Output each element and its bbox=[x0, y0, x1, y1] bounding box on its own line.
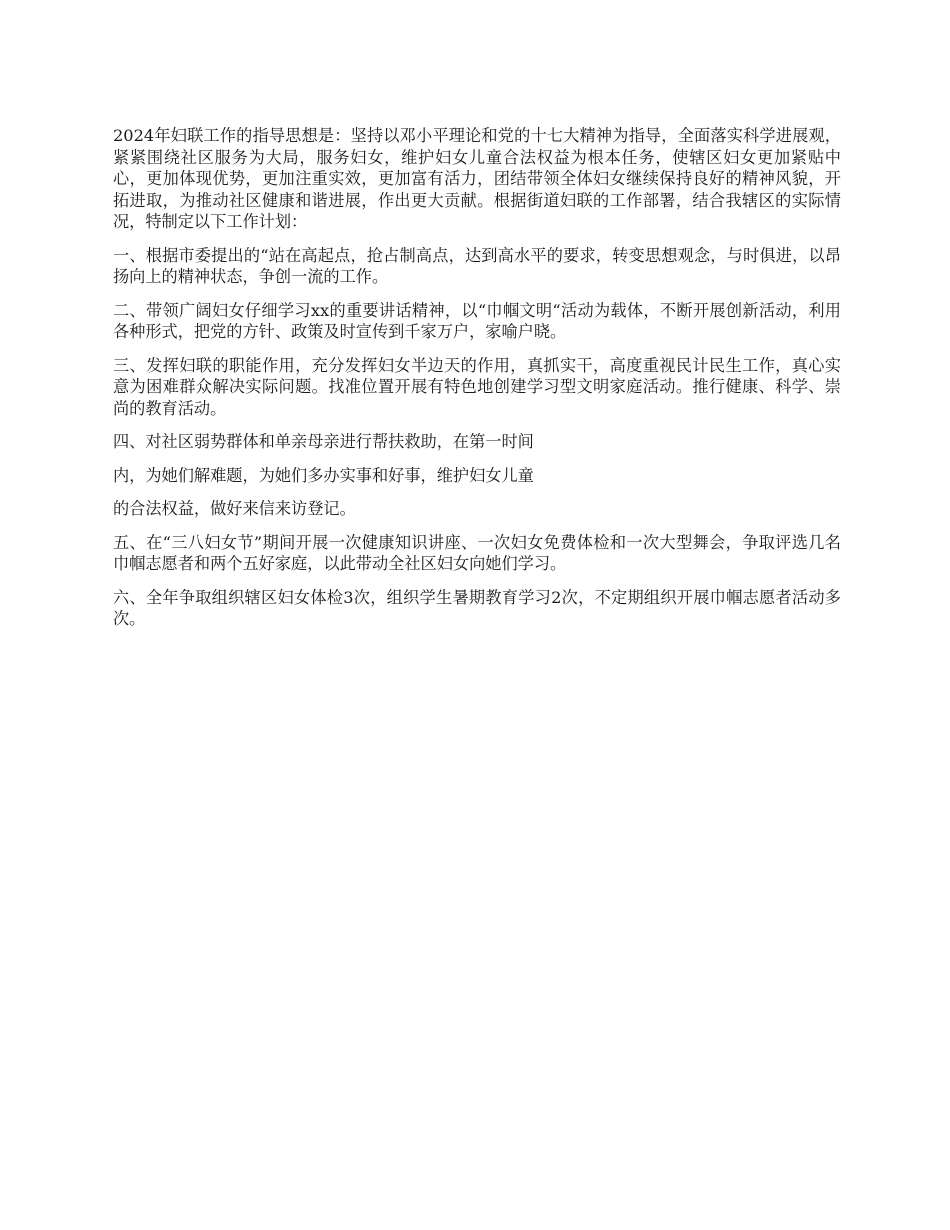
paragraph-item-4-line-3: 的合法权益，做好来信来访登记。 bbox=[113, 499, 356, 518]
paragraph-item-5: 五、在“三八妇女节”期间开展一次健康知识讲座、一次妇女免费体检和一次大型舞会，争取评选几名巾帼志愿者和两个五好家庭，以此带动全社区妇女向她们学习。 bbox=[113, 532, 841, 573]
document-body bbox=[113, 125, 841, 642]
paragraph-item-4-line-1: 四、对社区弱势群体和单亲母亲进行帮扶救助，在第一时间 bbox=[113, 432, 534, 451]
paragraph-item-3: 三、发挥妇联的职能作用，充分发挥妇女半边天的作用，真抓实干，高度重视民计民生工作，真心实意为困难群众解决实际问题。找准位置开展有特色地创建学习型文明家庭活动。推行健康、科学、崇尚的教育活动。 bbox=[113, 355, 841, 418]
paragraph-item-1: 一、根据市委提出的“站在高起点，抢占制高点，达到高水平的要求，转变思想观念，与时俱进，以昂扬向上的精神状态，争创一流的工作。 bbox=[113, 245, 841, 286]
paragraph-item-2: 二、带领广阔妇女仔细学习xx的重要讲话精神，以“巾帼文明“活动为载体，不断开展创新活动，利用各种形式，把党的方针、政策及时宣传到千家万户，家喻户晓。 bbox=[113, 300, 841, 341]
paragraph-item-6: 六、全年争取组织辖区妇女体检3次，组织学生暑期教育学习2次，不定期组织开展巾帼志愿者活动多次。 bbox=[113, 587, 841, 628]
paragraph-guiding-principle: 2024年妇联工作的指导思想是：坚持以邓小平理论和党的十七大精神为指导，全面落实科学进展观，紧紧围绕社区服务为大局，服务妇女，维护妇女儿童合法权益为根本任务，使辖区妇女更加紧贴中心，更加体现优势，更加注重实效，更加富有活力，团结带领全体妇女继续保持良好的精神风貌，开拓进取，为推动社区健康和谐进展，作出更大贡献。根据街道妇联的工作部署，结合我辖区的实际情况，特制定以下工作计划： bbox=[113, 126, 841, 231]
paragraph-item-4-line-2: 内，为她们解难题，为她们多办实事和好事，维护妇女儿童 bbox=[113, 465, 534, 485]
